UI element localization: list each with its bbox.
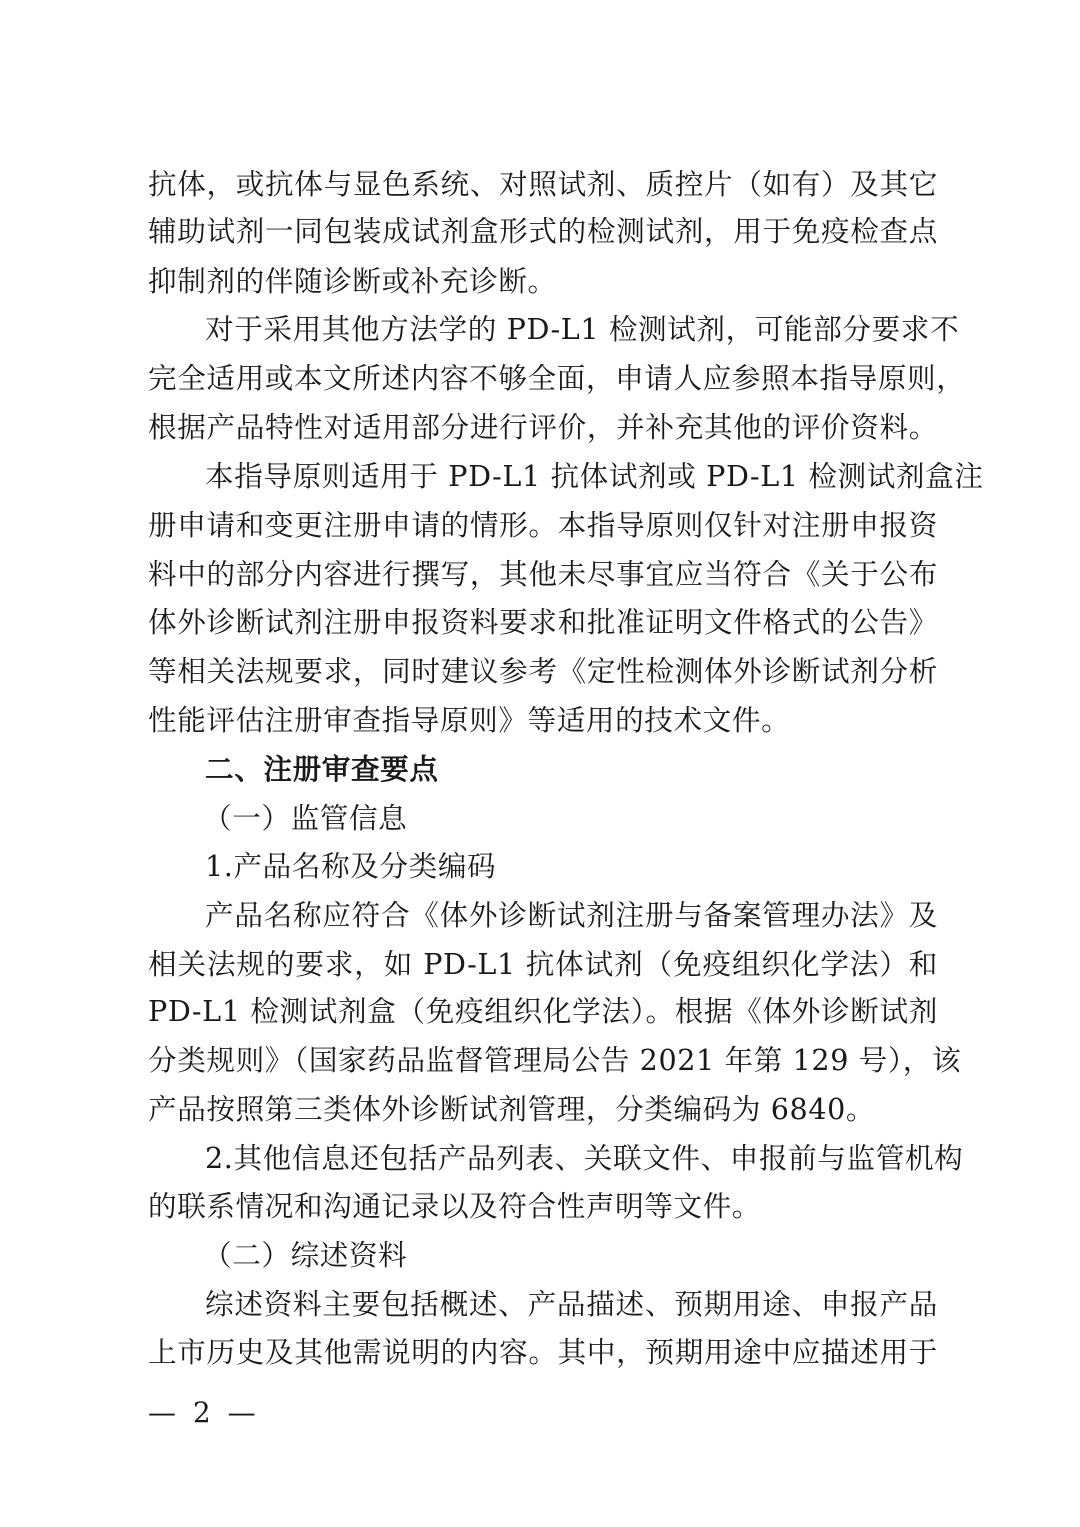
paragraph-line: 上市历史及其他需说明的内容。其中，预期用途中应描述用于 xyxy=(148,1335,938,1369)
paragraph-line: 产品按照第三类体外诊断试剂管理，分类编码为 6840。 xyxy=(148,1092,876,1126)
paragraph-line: 综述资料主要包括概述、产品描述、预期用途、申报产品 xyxy=(205,1287,938,1321)
paragraph-line: 体外诊断试剂注册申报资料要求和批准证明文件格式的公告》 xyxy=(148,605,938,639)
paragraph-line: 册申请和变更注册申请的情形。本指导原则仅针对注册申报资 xyxy=(148,508,938,542)
paragraph-line: 完全适用或本文所述内容不够全面，申请人应参照本指导原则， xyxy=(148,361,966,395)
paragraph-line: 2.其他信息还包括产品列表、关联文件、申报前与监管机构 xyxy=(205,1141,964,1175)
paragraph-line: 对于采用其他方法学的 PD-L1 检测试剂，可能部分要求不 xyxy=(205,312,960,346)
paragraph-line: 的联系情况和沟通记录以及符合性声明等文件。 xyxy=(148,1189,762,1223)
paragraph-line: PD-L1 检测试剂盒（免疫组织化学法）。根据《体外诊断试剂 xyxy=(148,994,938,1028)
paragraph-line: 本指导原则适用于 PD-L1 抗体试剂或 PD-L1 检测试剂盒注 xyxy=(205,459,984,493)
paragraph-line: 抗体，或抗体与显色系统、对照试剂、质控片（如有）及其它 xyxy=(148,167,938,201)
item-heading: 1.产品名称及分类编码 xyxy=(205,849,497,883)
paragraph-line: 辅助试剂一同包装成试剂盒形式的检测试剂，用于免疫检查点 xyxy=(148,214,938,248)
subsection-heading: （一）监管信息 xyxy=(203,801,408,835)
section-heading: 二、注册审查要点 xyxy=(205,752,439,786)
paragraph-line: 产品名称应符合《体外诊断试剂注册与备案管理办法》及 xyxy=(205,898,938,932)
paragraph-line: 根据产品特性对适用部分进行评价，并补充其他的评价资料。 xyxy=(148,410,938,444)
paragraph-line: 料中的部分内容进行撰写，其他未尽事宜应当符合《关于公布 xyxy=(148,557,938,591)
paragraph-line: 分类规则》（国家药品监督管理局公告 2021 年第 129 号），该 xyxy=(148,1043,962,1077)
paragraph-line: 等相关法规要求，同时建议参考《定性检测体外诊断试剂分析 xyxy=(148,654,938,688)
paragraph-line: 性能评估注册审查指导原则》等适用的技术文件。 xyxy=(148,703,791,737)
subsection-heading: （二）综述资料 xyxy=(203,1238,408,1272)
paragraph-line: 相关法规的要求，如 PD-L1 抗体试剂（免疫组织化学法）和 xyxy=(148,947,938,981)
page-number: — 2 — xyxy=(148,1396,260,1429)
paragraph-line: 抑制剂的伴随诊断或补充诊断。 xyxy=(148,264,557,298)
